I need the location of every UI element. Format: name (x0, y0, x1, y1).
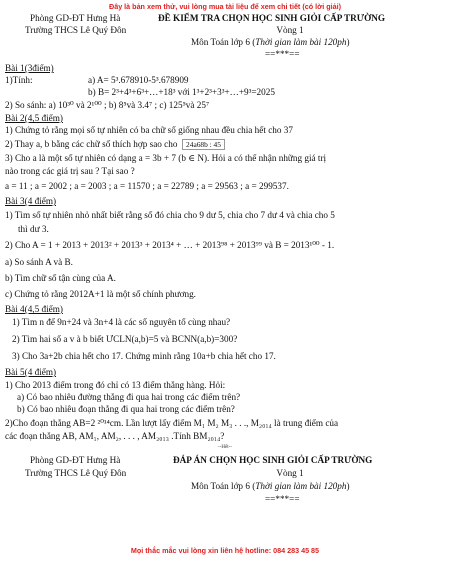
bai5-question-a: a) Có bao nhiêu đường thẳng đi qua hai trong các điểm trên? (17, 392, 241, 402)
preview-banner: Đây là bản xem thử, vui lòng mua tài liệu để xem chi tiết (có lời giải) (109, 2, 341, 11)
school-name-2: Trường THCS Lê Quý Đôn (25, 468, 127, 478)
bai2-question-1: 1) Chứng tỏ rằng mọi số tự nhiên có ba chữ số giống nhau đều chia hết cho 37 (5, 125, 293, 135)
bai3-question-a: a) So sánh A và B. (5, 257, 73, 267)
answer-title: ĐÁP ÁN CHỌN HỌC SINH GIỎI CẤP TRƯỜNG (173, 455, 373, 465)
section-title-bai1: Bài 1(3điểm) (5, 63, 54, 73)
bai1-compare: 2) So sánh: a) 10³⁰ và 2¹⁰⁰ ; b) 8⁵và 3.4⁷ ; c) 125⁵và 25⁷ (5, 100, 210, 110)
bai5-question-2-line2: các đoạn thẳng AB, AM₁, AM₂, . . . , AM₂₀₁₃ .Tính BM₂₀₁₄? (5, 431, 225, 441)
stars-divider-2: ==***== (265, 494, 300, 504)
bai1-question-b: b) B= 2³+4³+6³+…+18³ với 1³+2³+3³+…+9³=2025 (88, 87, 275, 97)
exam-round: Vòng 1 (276, 25, 304, 35)
department-name: Phòng GD-ĐT Hưng Hà (30, 13, 121, 23)
bai2-question-3-line1: 3) Cho a là một số tự nhiên có dạng a = 3b + 7 (b ∈ N). Hỏi a có thể nhận những giá trị (5, 153, 327, 163)
bai3-question-b: b) Tìm chữ số tận cùng của A. (5, 273, 116, 283)
section-title-bai3: Bài 3(4 điểm) (5, 196, 57, 206)
section-title-bai5: Bài 5(4 điểm) (5, 367, 57, 377)
school-name: Trường THCS Lê Quý Đôn (25, 25, 127, 35)
bai1-question-a: a) A= 5³.678910-5³.678909 (88, 75, 189, 85)
section-title-bai2: Bài 2(4,5 điểm) (5, 113, 63, 123)
bai3-question-2: 2) Cho A = 1 + 2013 + 2013² + 2013³ + 2013⁴ + … + 2013⁹⁸ + 2013⁹⁹ và B = 2013¹⁰⁰ - 1. (5, 240, 335, 250)
bai4-question-2: 2) Tìm hai số a v à b biết ƯCLN(a,b)=5 và BCNN(a,b)=300? (12, 334, 238, 344)
bai3-question-c: c) Chứng tỏ rằng 2012A+1 là một số chính phương. (5, 289, 196, 299)
hotline-banner: Mọi thắc mắc vui lòng xin liên hệ hotline: 084 283 45 85 (130, 546, 320, 555)
bai4-question-3: 3) Cho 3a+2b chia hết cho 17. Chứng minh rằng 10a+b chia hết cho 17. (12, 351, 276, 361)
bai3-question-1-line2: thì dư 3. (18, 224, 49, 234)
bai2-question-3-line3: a = 11 ; a = 2002 ; a = 2003 ; a = 11570 ; a = 22789 ; a = 29563 ; a = 299537. (5, 181, 289, 191)
bai2-question-3-line2: nào trong các giá trị sau ? Tại sao ? (5, 166, 135, 176)
exam-subject: Môn Toán lớp 6 (Thời gian làm bài 120ph) (191, 37, 350, 47)
department-name-2: Phòng GD-ĐT Hưng Hà (30, 455, 121, 465)
answer-round: Vòng 1 (276, 468, 304, 478)
bai5-question-2-line1: 2)Cho đoạn thẳng AB=2 ²⁰¹⁴cm. Lần lượt lấy điểm M₁ M₂ M₃ . . ., M₂₀₁₄ là trung điểm của (5, 418, 339, 428)
exam-title: ĐỀ KIỂM TRA CHỌN HỌC SINH GIỎI CẤP TRƯỜNG (158, 13, 385, 23)
bai5-question-b: b) Có bao nhiêu đoạn thẳng đi qua hai trong các điểm trên? (17, 404, 235, 414)
answer-subject: Môn Toán lớp 6 (Thời gian làm bài 120ph) (191, 481, 350, 491)
bai2-question-2: 2) Thay a, b bằng các chữ số thích hợp sao cho 24a68b : 45 (5, 139, 225, 150)
bai4-question-1: 1) Tìm n để 9n+24 và 3n+4 là các số nguyên tố cùng nhau? (12, 317, 231, 327)
end-mark: --Hết-- (218, 445, 232, 450)
bai3-question-1-line1: 1) Tìm số tự nhiên nhỏ nhất biết rằng số đó chia cho 9 dư 5, chia cho 7 dư 4 và chia cho 5 (5, 210, 335, 220)
bai1-tinh-label: 1)Tính: (5, 75, 33, 85)
stars-divider: ==***== (265, 49, 300, 59)
section-title-bai4: Bài 4(4,5 điểm) (5, 304, 63, 314)
formula-box: 24a68b : 45 (182, 139, 225, 150)
bai5-question-1: 1) Cho 2013 điểm trong đó chỉ có 13 điểm thẳng hàng. Hỏi: (5, 380, 226, 390)
